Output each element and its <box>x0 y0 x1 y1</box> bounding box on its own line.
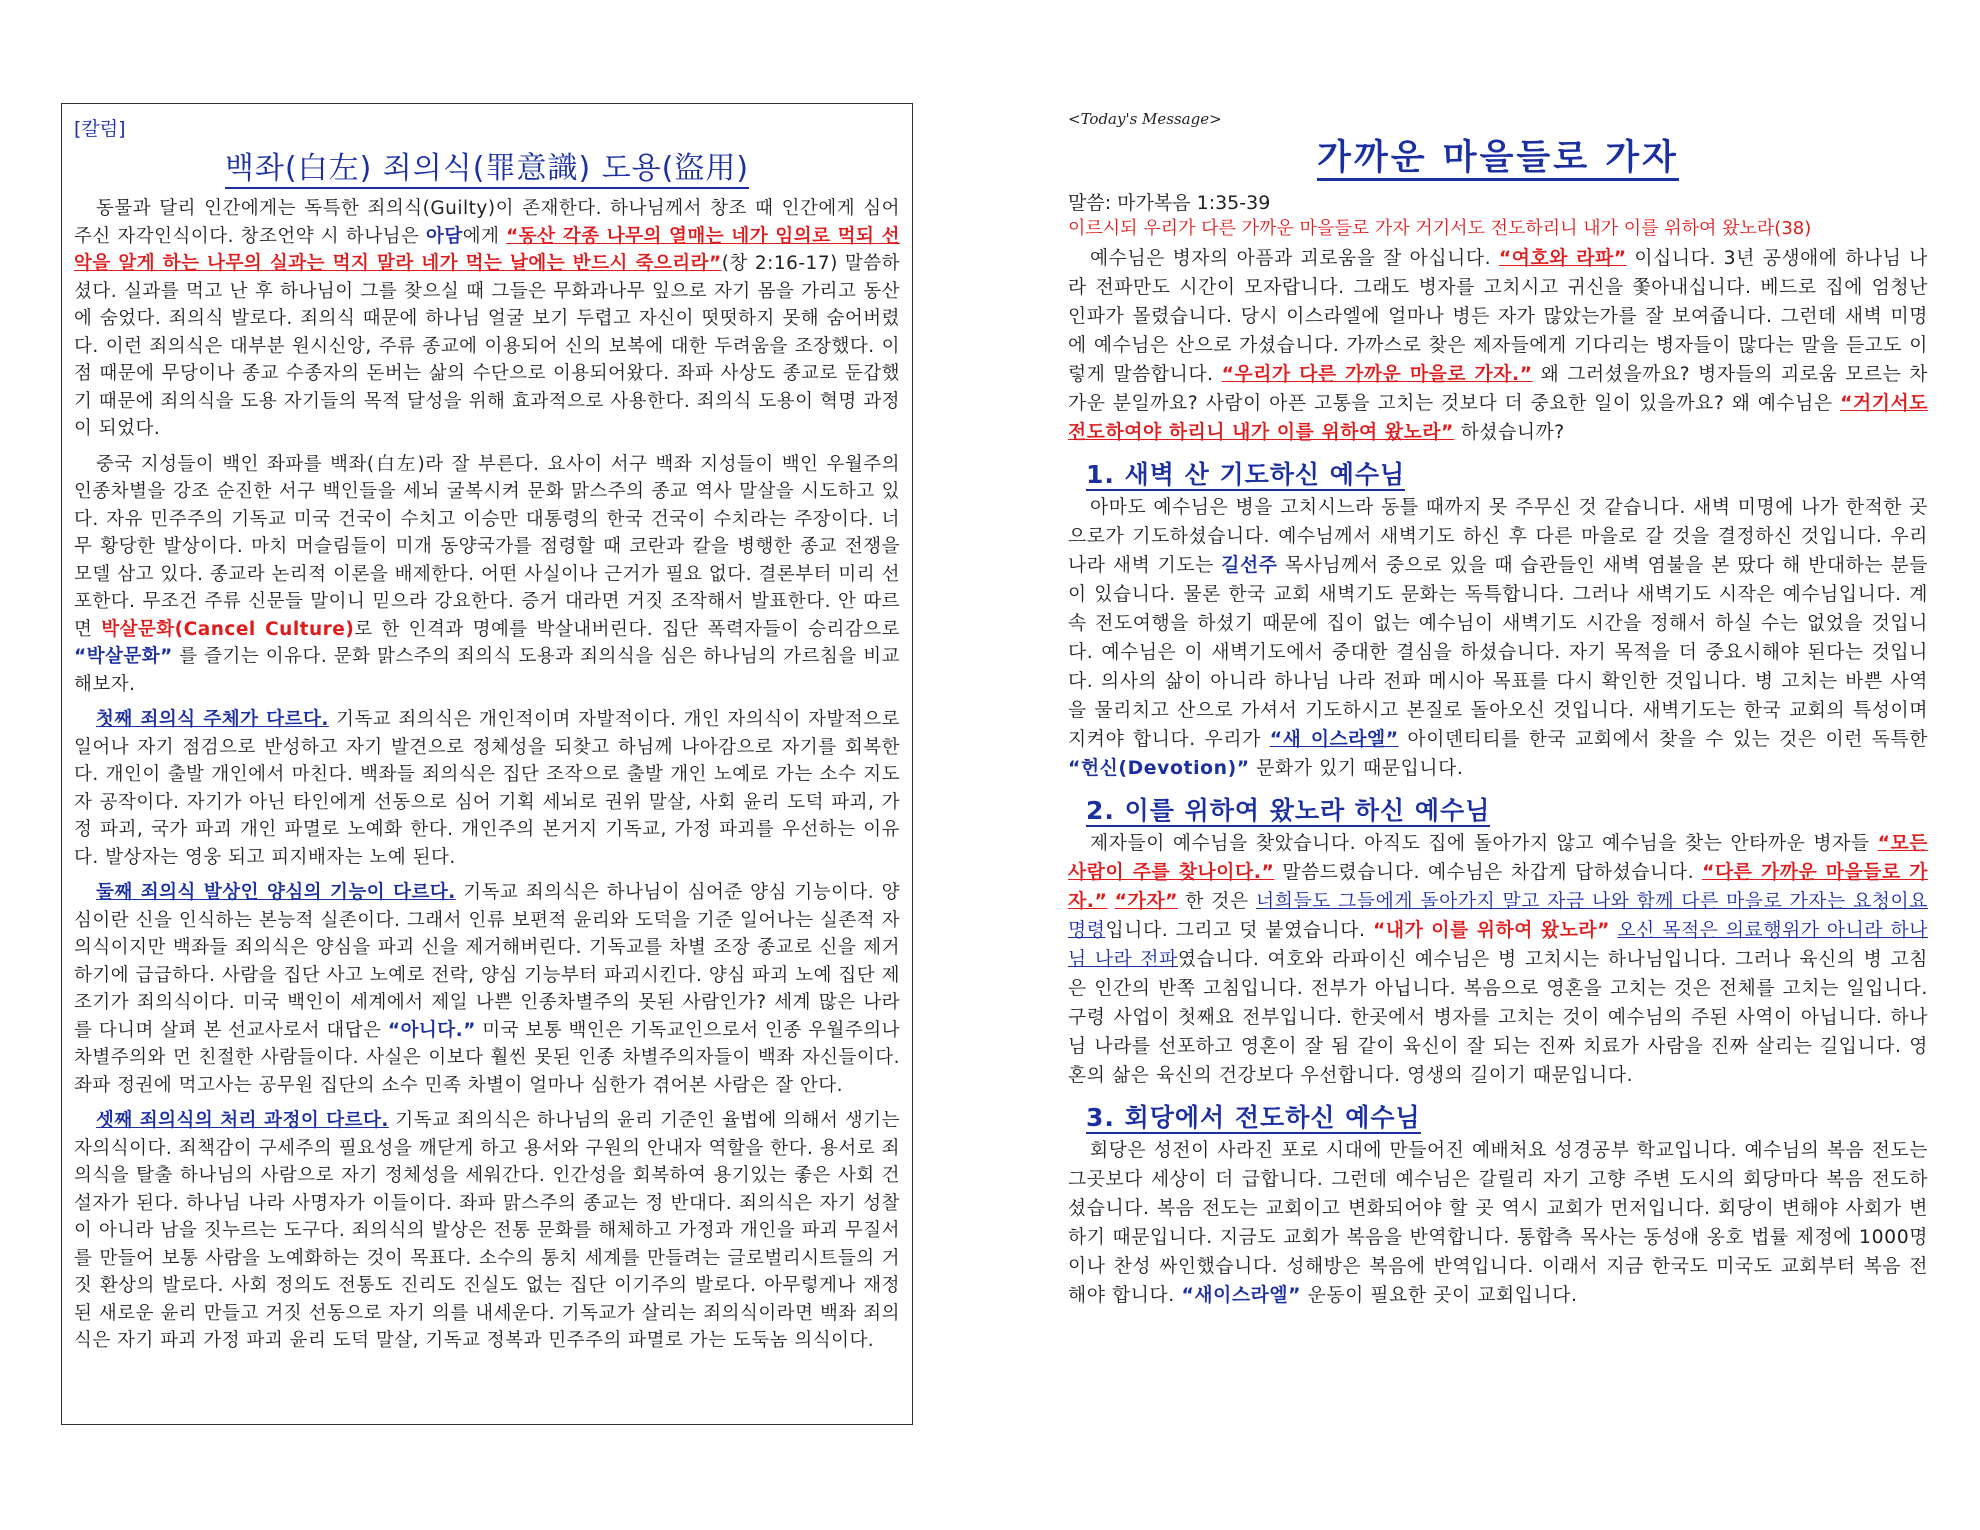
column-tag: [칼럼] <box>74 118 126 140</box>
column-paragraph-4: 둘째 죄의식 발상인 양심의 기능이 다르다. 기독교 죄의식은 하나님이 심어준 양심 기능이다. 양심이란 신을 인식하는 본능적 실존이다. 그래서 인류 보편적 윤리와 도덕을 기준 일어나는 실존적 자의식이지만 백좌들 죄의식은 양심을 파괴 신을 제거해버린다. 기독교를 차별 조장 종교로 신을 제거하기에 급급하다. 사람을 집단 사고 노예로 전락, 양심 기능부터 파괴시킨다. 양심 파괴 노예 집단 제조기가 죄의식이다. 미국 백인이 세계에서 제일 나쁜 인종차별주의 못된 사람인가? 세계 많은 나라를 다니며 살펴 본 선교사로서 대답은 “아니다.” 미국 보통 백인은 기독교인으로서 인종 우월주의나 차별주의와 먼 친절한 사람들이다. 사실은 이보다 훨씬 못된 인종 차별주의자들이 백좌 자신들이다. 좌파 정권에 먹고사는 공무원 집단의 소수 민족 차별이 얼마나 심한가 겪어본 사람은 잘 안다. <box>74 882 900 1096</box>
point-2-lead: 둘째 죄의식 발상인 양심의 기능이 다르다. <box>96 882 456 903</box>
scripture-reference: 말씀: 마가복음 1:35-39 <box>1068 192 1271 214</box>
point-1-lead: 첫째 죄의식 주체가 다르다. <box>96 709 329 730</box>
column-box <box>61 103 913 1425</box>
column-paragraph-2: 중국 지성들이 백인 좌파를 백좌(白左)라 잘 부른다. 요사이 서구 백좌 지성들이 백인 우월주의 인종차별을 강조 순진한 서구 백인들을 세뇌 굴복시켜 문화 맑스주의 종교 역사 말살을 시도하고 있다. 자유 민주주의 기독교 미국 건국이 수치고 이승만 대통령의 한국 건국이 수치라는 주장이다. 너무 황당한 발상이다. 마치 머슬림들이 미개 동양국가를 점령할 때 코란과 칼을 병행한 종교 전쟁을 모델 삼고 있다. 종교라 논리적 이론을 배제한다. 어떤 사실이나 근거가 필요 없다. 결론부터 미리 선포한다. 무조건 주류 신문들 말이니 믿으라 강요한다. 증거 대라면 거짓 조작해서 발표한다. 안 따르면 박살문화(Cancel Culture)로 한 인격과 명예를 박살내버린다. 집단 폭력자들이 승리감으로 “박살문화” 를 즐기는 이유다. 문화 맑스주의 죄의식 도용과 죄의식을 심은 하나님의 가르침을 비교해보자. <box>74 453 901 695</box>
column-paragraph-3: 첫째 죄의식 주체가 다르다. 기독교 죄의식은 개인적이며 자발적이다. 개인 자의식이 자발적으로 일어나 자기 점검으로 반성하고 자기 발견으로 정체성을 되찾고 하님께 나아감으로 자기를 회복한다. 개인이 출발 개인에서 마친다. 백좌들 죄의식은 집단 조작으로 출발 개인 노예로 가는 소수 지도자 공작이다. 자기가 아닌 타인에게 선동으로 심어 기획 세뇌로 권위 말살, 사회 윤리 도덕 파괴, 가정 파괴, 국가 파괴 개인 파멸로 노예화 한다. 개인주의 본거지 기독교, 가정 파괴를 우선하는 이유다. 발상자는 영웅 되고 피지배자는 노예 된다. <box>74 709 900 868</box>
section-3-body: 회당은 성전이 사라진 포로 시대에 만들어진 예배처요 성경공부 학교입니다. 예수님의 복음 전도는 그곳보다 세상이 더 급합니다. 그런데 예수님은 갈릴리 자기 고향 주변 도시의 회당마다 복음 전도하셨습니다. 복음 전도는 교회이고 변화되어야 할 곳 역시 교회가 먼저입니다. 회당이 변해야 사회가 변하기 때문입니다. 지금도 교회가 복음을 반역합니다. 통합측 목사는 동성애 옹호 법률 제정에 1000명이나 찬성 싸인했습니다. 성해방은 복음에 반역입니다. 이래서 지금 한국도 미국도 교회부터 복음 전해야 합니다. “새이스라엘” 운동이 필요한 곳이 교회입니다. <box>1068 1140 1928 1306</box>
column-paragraph-5: 셋째 죄의식의 처리 과정이 다르다. 기독교 죄의식은 하나님의 윤리 기준인 율법에 의해서 생기는 자의식이다. 죄책감이 구세주의 필요성을 깨닫게 하고 용서와 구원의 안내자 역할을 한다. 용서로 죄의식을 탈출 하나님의 사람으로 자기 정체성을 세워간다. 인간성을 회복하여 용기있는 좋은 사회 건설자가 된다. 하나님 나라 사명자가 이들이다. 좌파 맑스주의 종교는 정 반대다. 죄의식은 자기 성찰이 아니라 남을 짓누르는 도구다. 죄의식의 발상은 전통 문화를 해체하고 가정과 개인을 파괴 무질서를 만들어 보통 사람을 노예화하는 것이 목표다. 소수의 통치 세계를 만들려는 글로벌리시트들의 거짓 환상의 발로다. 사회 정의도 전통도 진리도 진실도 없는 집단 이기주의 발로다. 아무렇게나 재정된 새로운 윤리 만들고 거짓 선동으로 자기 의를 내세운다. 기독교가 살리는 죄의식이라면 백좌 죄의식은 자기 파괴 가정 파괴 윤리 도덕 말살, 기독교 정복과 민주주의 파멸로 가는 도둑놈 의식이다. <box>74 1110 901 1351</box>
scripture-verse: 이르시되 우리가 다른 가까운 마을들로 가자 거기서도 전도하리니 내가 이를 위하여 왔노라(38) <box>1068 218 1812 239</box>
scripture-quote: “동산 각종 나무의 열매는 네가 임의로 먹되 선악을 알게 하는 나무의 실과는 먹지 말라 네가 먹는 날에는 반드시 죽으리라” <box>74 225 900 274</box>
section-2-heading: 2. 이를 위하여 왔노라 하신 예수님 <box>1086 796 1491 825</box>
column-paragraph-1: 동물과 달리 인간에게는 독특한 죄의식(Guilty)이 존재한다. 하나님께서 창조 때 인간에게 심어주신 자각인식이다. 창조언약 시 하나님은 아담에게 “동산 각종 나무의 열매는 네가 임의로 먹되 선악을 알게 하는 나무의 실과는 먹지 말라 네가 먹는 날에는 반드시 죽으리라”(창 2:16-17) 말씀하셨다. 실과를 먹고 난 후 하나님이 그를 찾으실 때 그들은 무화과나무 잎으로 자기 몸을 가리고 동산에 숨었다. 죄의식 발로다. 죄의식 때문에 하나님 얼굴 보기 두렵고 자신이 떳떳하지 못해 숨어버렸다. 이런 죄의식은 대부분 원시신앙, 주류 종교에 이용되어 신의 보복에 대한 두려움을 조장했다. 이 점 때문에 무당이나 종교 수종자의 돈버는 삶의 수단으로 이용되어왔다. 좌파 사상도 종교로 둔갑했기 때문에 죄의식을 도용 자기들의 목적 달성을 위해 효과적으로 사용한다. 죄의식 도용이 혁명 과정이 되었다. <box>74 198 901 439</box>
answer-no: “아니다.” <box>387 1019 476 1041</box>
section-1-heading: 1. 새벽 산 기도하신 예수님 <box>1086 460 1406 489</box>
sermon-column <box>1068 110 1928 1318</box>
point-3-lead: 셋째 죄의식의 처리 과정이 다르다. <box>96 1110 389 1131</box>
name-gil-seonju: 길선주 <box>1221 555 1278 576</box>
sermon-title: 가까운 마을들로 가자 <box>1068 130 1928 180</box>
section-2-body: 제자들이 예수님을 찾았습니다. 아직도 집에 돌아가지 않고 예수님을 찾는 안타까운 병자들 “모든 사람이 주를 찾나이다.” 말씀드렸습니다. 예수님은 차갑게 답하셨습니다. “다른 가까운 마을들로 가자.” “가자” 한 것은 너희들도 그들에게 돌아가지 말고 자금 나와 함께 다른 마을로 가자는 요청이요 명령입니다. 그리고 덧 붙였습니다. “내가 이를 위하여 왔노라” 오신 목적은 의료행위가 아니라 하나님 나라 전파였습니다. 여호와 라파이신 예수님은 병 고치시는 하나님입니다. 그러나 육신의 병 고침은 인간의 반쪽 고침입니다. 전부가 아닙니다. 복음으로 영혼을 고치는 것은 전체를 고치는 일입니다. 구령 사업이 첫째요 전부입니다. 한곳에서 병자를 고치는 것이 예수님의 주된 사역이 아닙니다. 하나님 나라를 선포하고 영혼이 잘 됨 같이 육신이 잘 되는 진짜 치료가 사람을 진짜 살리는 길입니다. 영혼의 삶은 육신의 건강보다 우선합니다. 영생의 길이기 때문입니다. <box>1068 833 1928 1086</box>
column-title: 백좌(白左) 죄의식(罪意識) 도용(盜用) <box>74 143 900 187</box>
cancel-culture-term: 박살문화(Cancel Culture) <box>101 618 355 640</box>
name-adam: 아담 <box>425 225 463 247</box>
section-3-heading: 3. 회당에서 전도하신 예수님 <box>1086 1103 1421 1132</box>
sermon-intro: 예수님은 병자의 아픔과 괴로움을 잘 아십니다. “여호와 라파” 이십니다. 3년 공생애에 하나님 나라 전파만도 시간이 모자랍니다. 그래도 병자를 고치시고 귀신을 쫓아내십니다. 베드로 집에 엄청난 인파가 몰렸습니다. 당시 이스라엘에 얼마나 병든 자가 많았는가를 잘 보여줍니다. 그런데 새벽 미명에 예수님은 산으로 가셨습니다. 가까스로 찾은 제자들에게 기다리는 병자들이 많다는 말을 듣고도 이렇게 말씀합니다. “우리가 다른 가까운 마을로 가자.” 왜 그러셨을까요? 병자들의 괴로움 모르는 차가운 분일까요? 사람이 아픈 고통을 고치는 것보다 더 중요한 일이 있을까요? 왜 예수님은 “거기서도 전도하여야 하리니 내가 이를 위하여 왔노라” 하셨습니까? <box>1068 248 1928 443</box>
section-1-body: 아마도 예수님은 병을 고치시느라 동틀 때까지 못 주무신 것 같습니다. 새벽 미명에 나가 한적한 곳으로가 기도하셨습니다. 예수님께서 새벽기도 하신 후 다른 마을로 갈 것을 결정하신 것입니다. 우리나라 새벽 기도는 길선주 목사님께서 중으로 있을 때 습관들인 새벽 염불을 본 땄다 해 반대하는 분들이 있습니다. 물론 한국 교회 새벽기도 문화는 독특합니다. 그러나 새벽기도 시작은 예수님입니다. 계속 전도여행을 하셨기 때문에 집이 없는 예수님이 새벽기도 시간을 정해서 하실 수는 없었을 것입니다. 예수님은 이 새벽기도에서 중대한 결심을 하셨습니다. 자기 목적을 더 중요시해야 된다는 것입니다. 의사의 삶이 아니라 하나님 나라 전파 메시아 목표를 다시 확인한 것입니다. 병 고치는 바쁜 사역을 물리치고 산으로 가셔서 기도하시고 본질로 돌아오신 것입니다. 새벽기도는 한국 교회의 특성이며 지켜야 합니다. 우리가 “새 이스라엘” 아이덴티티를 한국 교회에서 찾을 수 있는 것은 이런 독특한 “헌신(Devotion)” 문화가 있기 때문입니다. <box>1068 497 1928 779</box>
bak-sal-term: “박살문화” <box>74 646 173 667</box>
todays-message-label: <Today's Message> <box>1068 110 1222 128</box>
